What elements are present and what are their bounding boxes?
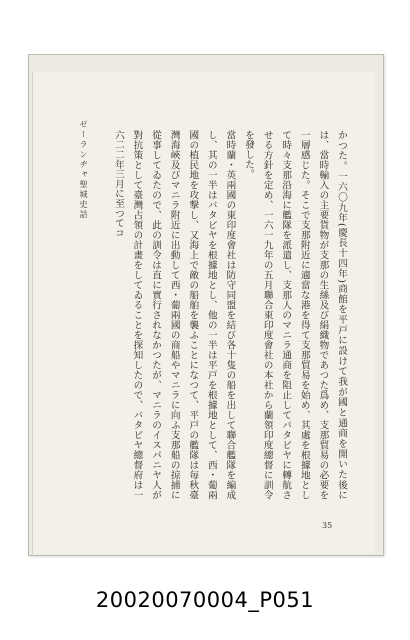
body-text [90,130,350,500]
page-number: 35 [322,521,333,530]
paragraph-1: かつた。一六〇九年(慶長十四年)商館を平戸に設けて我が國と通商を開いた後には、當時輸入の主要貨物が支那の生絲及び絹織物であつた爲め、支那貿易の必要を一層感じた。そこで支那附近に適當な港を得て支那貿易を始め、其處を根據地として時々支那沿海に艦隊を派遣し、支那人のマニラ通商を阻止してバタビヤに轉航させる方針を定め、一六一九年の五月聯合東印度會社の本社から蘭領印度總督に訓令を發した。 [243,130,347,500]
paragraph-2: 當時蘭・英兩國の東印度會社は防守同盟を結び各十隻の船を出して聯合艦隊を編成し、其の一半はバタビヤを根據地とし、他の一半は平戸を根據地として、西・葡兩國の植民地を攻撃し、又海上で敵の船舶を襲ふことになつて、平戸の艦隊は毎秋臺灣海峽及びマニラ附近に出動して西・葡兩國の商船やマニラに向ふ支那船の掠捕に從事してゐたので、此の訓令は直に實行されなかつたが、マニラのイスパニヤ人が對抗策として臺灣占領の計畫をしてゐることを探知したので、バタビヤ總督府は一六二二年三月に至つてコ [112,130,236,500]
running-head: ゼーランヂャ聖城史話 [79,120,88,220]
image-caption: 20020070004_P051 [95,588,315,612]
